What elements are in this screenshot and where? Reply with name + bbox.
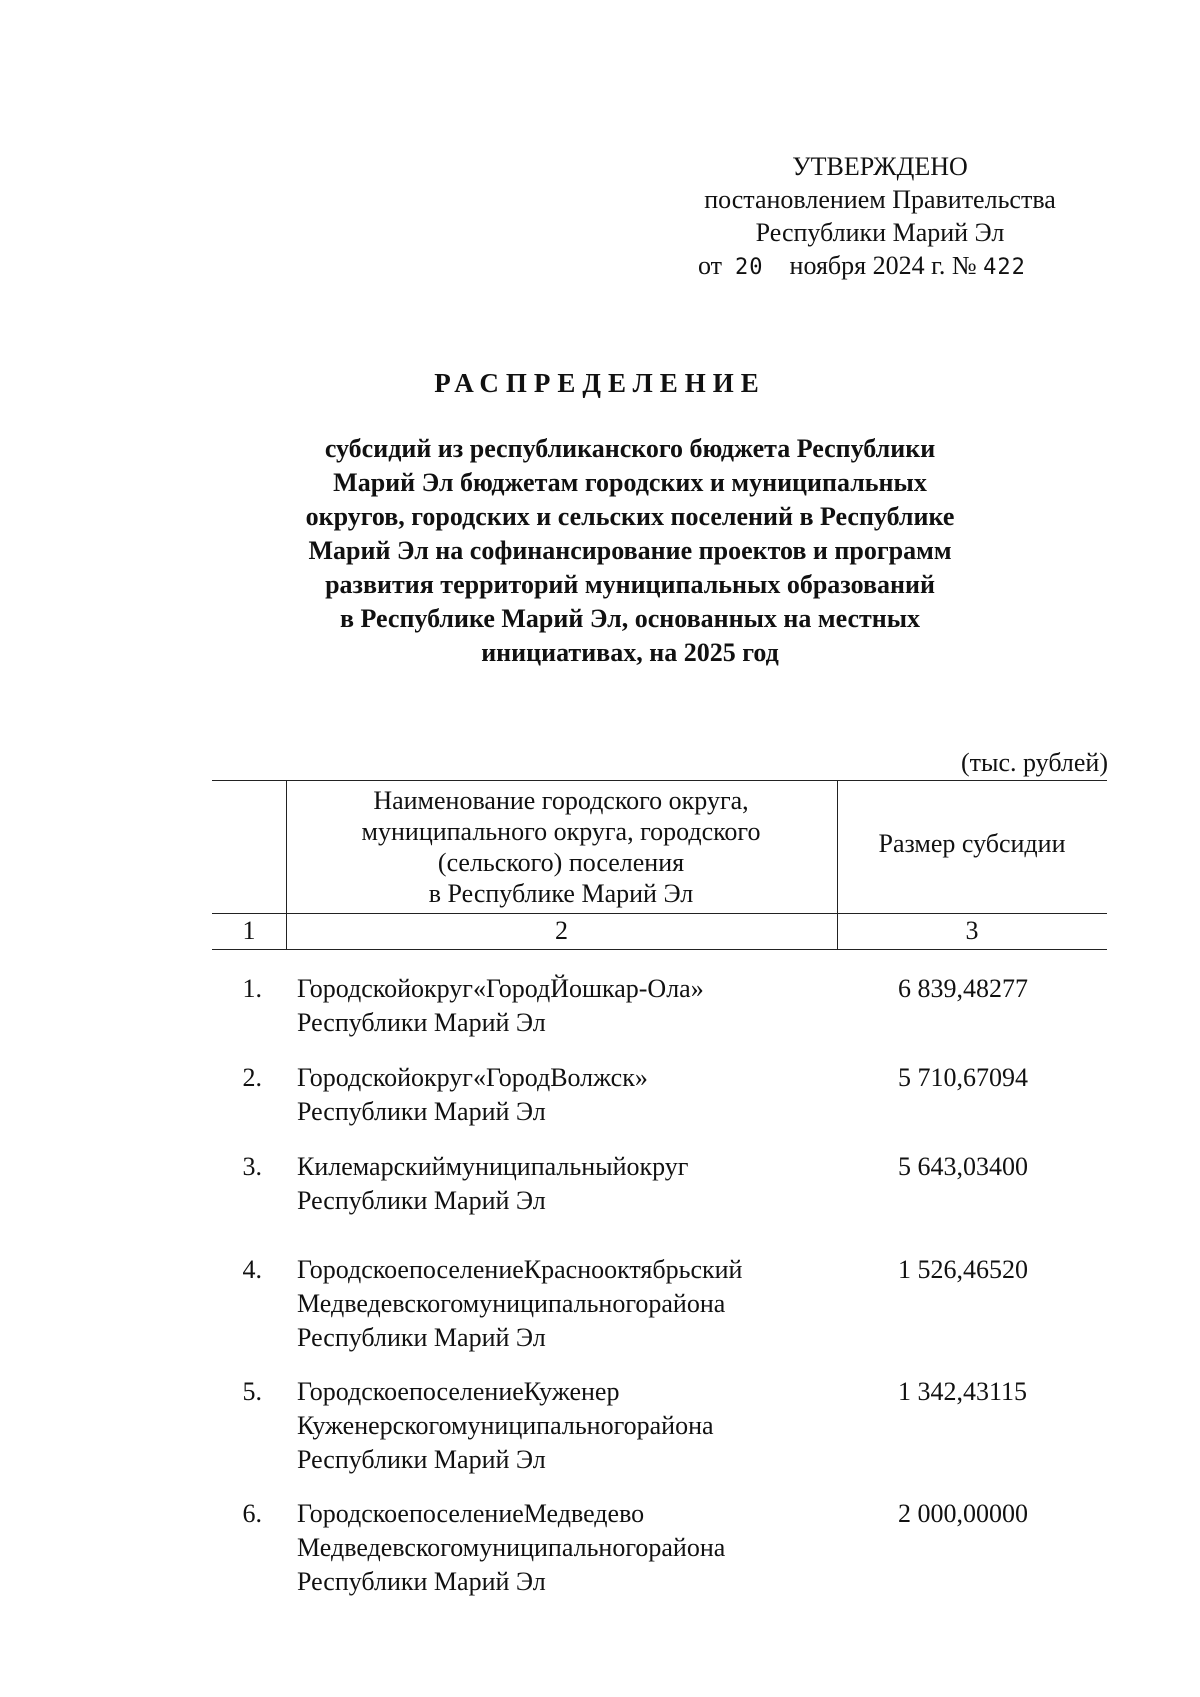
row-amount: 6 839,48277 xyxy=(898,974,1028,1003)
row-name-line xyxy=(297,1061,819,1095)
units-label: (тыс. рублей) xyxy=(960,748,1108,777)
row-name-line xyxy=(297,972,819,1006)
row-amount: 1 342,43115 xyxy=(898,1377,1028,1406)
header-divider xyxy=(212,913,1107,914)
column-number: 1 xyxy=(242,916,256,945)
row-name-line xyxy=(297,1150,819,1184)
column-number: 2 xyxy=(555,916,568,945)
row-name-line xyxy=(297,1409,819,1443)
row-number: 4. xyxy=(242,1255,262,1284)
row-name-word: Краснооктябрьский xyxy=(523,1255,743,1284)
row-number: 5. xyxy=(242,1377,262,1406)
row-name-word: Йошкар-Ола» xyxy=(550,974,704,1003)
row-name-word: муниципального xyxy=(462,1533,649,1562)
row-name-line xyxy=(297,1375,819,1409)
row-name-line xyxy=(297,1287,819,1321)
row-amount: 5 643,03400 xyxy=(898,1152,1028,1181)
row-name-word: Городское xyxy=(297,1499,409,1528)
row-name xyxy=(297,1497,819,1599)
row-name xyxy=(297,1061,819,1129)
subtitle-line: субсидий из республиканского бюджета Республики xyxy=(324,434,936,463)
approval-date xyxy=(680,249,1080,284)
approval-line-1: постановлением Правительства xyxy=(704,185,1056,214)
row-name-word: округ xyxy=(626,1152,689,1181)
row-name-line xyxy=(297,1497,819,1531)
header-name-line: в Республике Марий Эл xyxy=(428,879,694,908)
row-name-line xyxy=(297,1253,819,1287)
row-name-word: Медведевского xyxy=(297,1533,463,1562)
subtitle-line: Марий Эл бюджетам городских и муниципальных xyxy=(333,468,927,497)
subtitle-line: в Республике Марий Эл, основанных на местных xyxy=(339,604,921,633)
row-name-word: района xyxy=(636,1411,714,1440)
table-header xyxy=(212,780,1107,950)
date-rest: ноября 2024 г. № xyxy=(789,251,977,280)
row-name xyxy=(297,972,819,1040)
document-title: РАСПРЕДЕЛЕНИЕ xyxy=(434,368,766,398)
approval-heading: УТВЕРЖДЕНО xyxy=(792,152,968,181)
row-name-word: Городское xyxy=(297,1255,409,1284)
row-name-line: Республики Марий Эл xyxy=(297,1445,546,1474)
subtitle-line: инициативах, на 2025 год xyxy=(481,638,779,667)
row-name-line: Республики Марий Эл xyxy=(297,1186,546,1215)
header-name-line: Наименование городского округа, xyxy=(373,786,749,815)
row-name-line: Республики Марий Эл xyxy=(297,1323,546,1352)
row-name-word: муниципальный xyxy=(445,1152,627,1181)
row-name-word: Килемарский xyxy=(297,1152,446,1181)
row-name-word: Городской xyxy=(297,974,411,1003)
subtitle-line: развития территорий муниципальных образований xyxy=(325,570,935,599)
subtitle-line: Марий Эл на софинансирование проектов и программ xyxy=(308,536,952,565)
row-name-word: «Город xyxy=(472,974,551,1003)
header-amount-cell: Размер субсидии xyxy=(878,829,1066,858)
approval-stamp xyxy=(680,150,1080,284)
row-name-word: района xyxy=(648,1289,726,1318)
row-name-line xyxy=(297,1531,819,1565)
row-amount: 2 000,00000 xyxy=(898,1499,1028,1528)
row-name xyxy=(297,1375,819,1477)
approval-line-2: Республики Марий Эл xyxy=(755,218,1005,247)
row-name-word: поселение xyxy=(408,1499,524,1528)
row-name-word: округ xyxy=(411,1063,473,1092)
row-name-word: Куженерского xyxy=(297,1411,452,1440)
row-name-word: Городской xyxy=(297,1063,411,1092)
row-name-word: «Город xyxy=(472,1063,551,1092)
row-number: 6. xyxy=(242,1499,262,1528)
column-number: 3 xyxy=(965,916,979,945)
row-name-word: района xyxy=(648,1533,726,1562)
header-name-line: (сельского) поселения xyxy=(437,848,685,877)
row-number: 3. xyxy=(242,1152,262,1181)
row-name-word: Куженер xyxy=(523,1377,620,1406)
row-amount: 1 526,46520 xyxy=(898,1255,1028,1284)
header-name-cell xyxy=(286,785,836,909)
date-prefix: от xyxy=(698,251,723,280)
row-name-word: поселение xyxy=(408,1255,524,1284)
date-day: 20 xyxy=(735,255,764,280)
row-name-word: Медведево xyxy=(523,1499,645,1528)
document-subtitle xyxy=(250,432,1010,670)
row-amount: 5 710,67094 xyxy=(898,1063,1028,1092)
row-name xyxy=(297,1253,819,1355)
row-name-word: Городское xyxy=(297,1377,409,1406)
row-name-word: округ xyxy=(411,974,473,1003)
row-name-line: Республики Марий Эл xyxy=(297,1567,546,1596)
row-name-word: поселение xyxy=(408,1377,524,1406)
row-number: 1. xyxy=(242,974,262,1003)
row-name-word: муниципального xyxy=(462,1289,649,1318)
row-name xyxy=(297,1150,819,1218)
row-name-word: Медведевского xyxy=(297,1289,463,1318)
row-name-word: Волжск» xyxy=(550,1063,648,1092)
row-name-line: Республики Марий Эл xyxy=(297,1097,546,1126)
row-name-word: муниципального xyxy=(451,1411,637,1440)
subtitle-line: округов, городских и сельских поселений в Республике xyxy=(305,502,955,531)
row-name-line: Республики Марий Эл xyxy=(297,1008,546,1037)
row-number: 2. xyxy=(242,1063,262,1092)
document-number: 422 xyxy=(983,255,1026,280)
header-name-line: муниципального округа, городского xyxy=(361,817,761,846)
